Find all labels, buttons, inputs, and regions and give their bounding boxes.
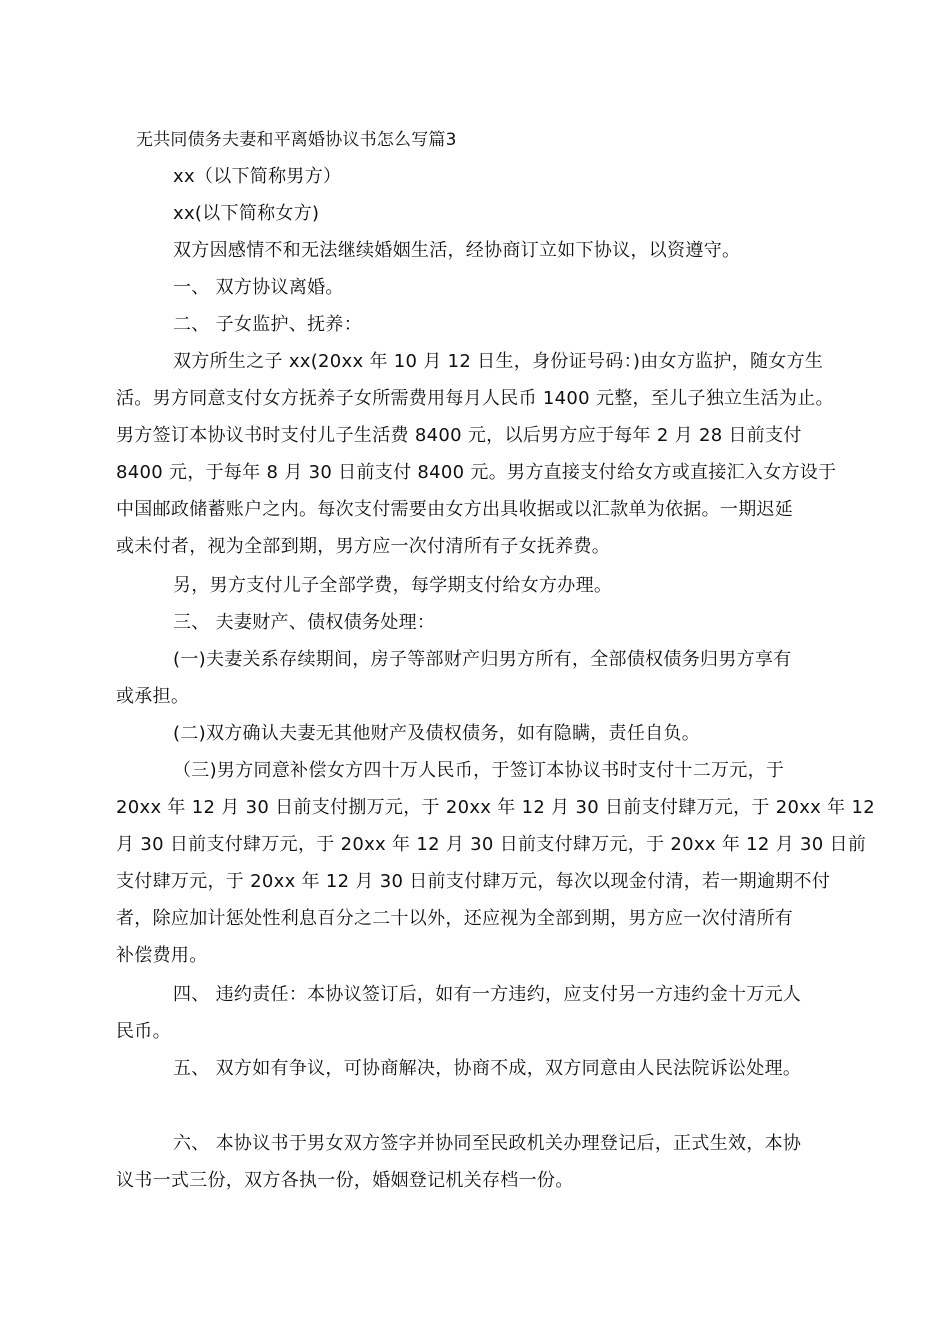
custody-paragraph-line: 双方所生之子 xx(20xx 年 10 月 12 日生，身份证号码：)由女方监护，随女方生 [173, 351, 824, 372]
section-one-heading: 一、 双方协议离婚。 [173, 277, 344, 298]
section-five-paragraph: 五、 双方如有争议，可协商解决，协商不成，双方同意由人民法院诉讼处理。 [173, 1058, 802, 1079]
custody-paragraph-line: 8400 元，于每年 8 月 30 日前支付 8400 元。男方直接支付给女方或直接汇入女方设于 [116, 462, 837, 483]
compensation-paragraph-line: 补偿费用。 [116, 945, 208, 966]
compensation-paragraph-line: 者，除应加计惩处性利息百分之二十以外，还应视为全部到期，男方应一次付清所有 [116, 908, 794, 929]
party-male-line: xx（以下简称男方） [173, 166, 342, 187]
compensation-paragraph-line: 支付肆万元，于 20xx 年 12 月 30 日前支付肆万元，每次以现金付清，若一期逾期不付 [116, 871, 831, 892]
section-four-line: 民币。 [116, 1021, 171, 1042]
document-title: 无共同债务夫妻和平离婚协议书怎么写篇3 [136, 130, 457, 150]
custody-paragraph-line: 活。男方同意支付女方抚养子女所需费用每月人民币 1400 元整，至儿子独立生活为止。 [116, 388, 834, 409]
property-item-two: (二)双方确认夫妻无其他财产及债权债务，如有隐瞒，责任自负。 [173, 723, 701, 744]
compensation-paragraph-line: （三)男方同意补偿女方四十万人民币，于签订本协议书时支付十二万元，于 [173, 760, 785, 781]
custody-paragraph-line: 中国邮政储蓄账户之内。每次支付需要由女方出具收据或以汇款单为依据。一期迟延 [116, 499, 794, 520]
section-six-line: 六、 本协议书于男女双方签字并协同至民政机关办理登记后，正式生效，本协 [173, 1133, 802, 1154]
custody-paragraph-line: 男方签订本协议书时支付儿子生活费 8400 元，以后男方应于每年 2 月 28 日前支付 [116, 425, 802, 446]
property-item-one-line: 或承担。 [116, 686, 190, 707]
section-four-line: 四、 违约责任：本协议签订后，如有一方违约，应支付另一方违约金十万元人 [173, 984, 802, 1005]
tuition-paragraph: 另，男方支付儿子全部学费，每学期支付给女方办理。 [173, 575, 613, 596]
section-three-heading: 三、 夫妻财产、债权债务处理： [173, 612, 436, 633]
property-item-one-line: (一)夫妻关系存续期间，房子等部财产归男方所有，全部债权债务归男方享有 [173, 649, 792, 670]
intro-paragraph: 双方因感情不和无法继续婚姻生活，经协商订立如下协议，以资遵守。 [173, 240, 741, 261]
party-female-line: xx(以下简称女方) [173, 203, 320, 224]
compensation-paragraph-line: 20xx 年 12 月 30 日前支付捌万元，于 20xx 年 12 月 30 日前支付肆万元，于 20xx 年 12 [116, 797, 875, 818]
custody-paragraph-line: 或未付者，视为全部到期，男方应一次付清所有子女抚养费。 [116, 536, 611, 557]
section-two-heading: 二、 子女监护、抚养： [173, 314, 363, 335]
compensation-paragraph-line: 月 30 日前支付肆万元，于 20xx 年 12 月 30 日前支付肆万元，于 20xx 年 12 月 30 日前 [116, 834, 867, 855]
section-six-line: 议书一式三份，双方各执一份，婚姻登记机关存档一份。 [116, 1170, 574, 1191]
